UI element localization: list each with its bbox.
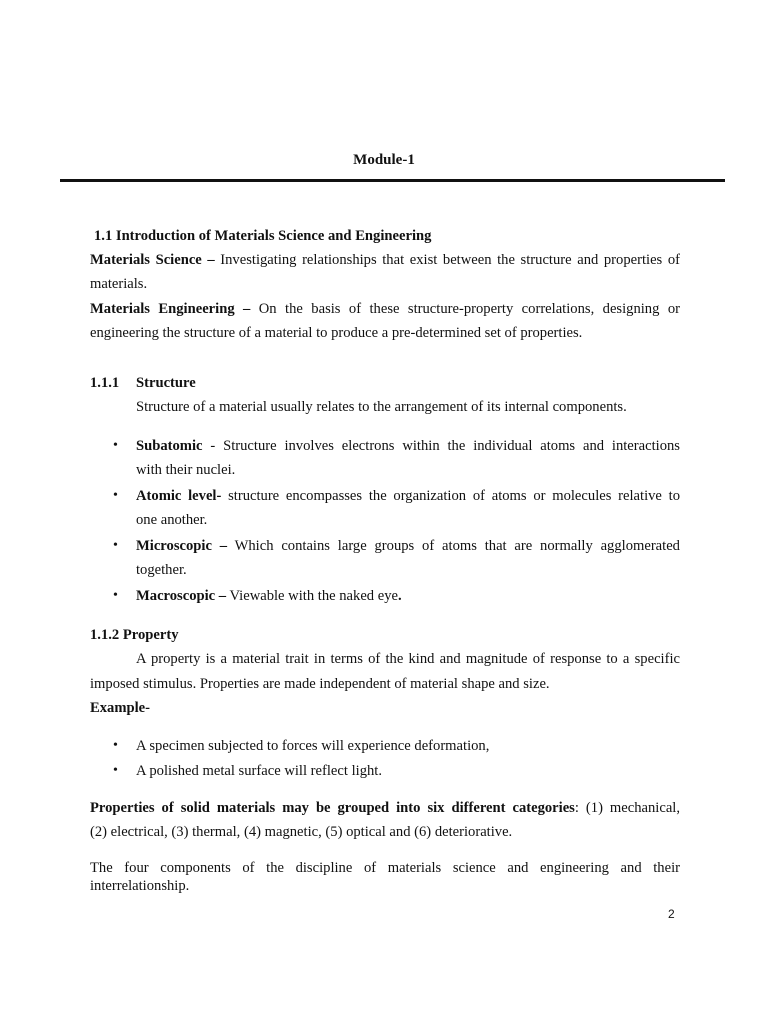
section-heading-1-1-2: 1.1.2 Property bbox=[90, 627, 179, 643]
materials-science-definition bbox=[90, 250, 680, 270]
categories-paragraph bbox=[90, 798, 680, 818]
section-title-structure: Structure bbox=[136, 375, 196, 391]
bullet-end-period: . bbox=[398, 588, 402, 604]
title-divider bbox=[60, 179, 725, 182]
structure-bullet-microscopic-cont: together. bbox=[136, 562, 187, 578]
materials-science-definition-cont: materials. bbox=[90, 276, 148, 292]
example-item: A specimen subjected to forces will experience deformation, bbox=[136, 738, 490, 754]
structure-bullet-atomic bbox=[136, 486, 680, 506]
bullet-text: structure encompasses the organization of atoms or molecules relative to bbox=[221, 488, 680, 504]
structure-bullet-subatomic-cont: with their nuclei. bbox=[136, 462, 236, 478]
bullet-icon: • bbox=[113, 538, 118, 553]
example-label: Example- bbox=[90, 700, 150, 716]
bullet-term: Subatomic bbox=[136, 438, 203, 454]
materials-engineering-term: Materials Engineering – bbox=[90, 301, 251, 317]
materials-engineering-text: On the basis of these structure-property correlations, designing or bbox=[250, 301, 680, 317]
bullet-text: Viewable with the naked eye bbox=[226, 588, 398, 604]
structure-bullet-microscopic bbox=[136, 536, 680, 556]
bullet-term: Atomic level- bbox=[136, 488, 222, 504]
module-title: Module-1 bbox=[353, 152, 415, 168]
materials-science-term: Materials Science – bbox=[90, 252, 215, 268]
example-item: A polished metal surface will reflect light. bbox=[136, 763, 382, 779]
page-number: 2 bbox=[668, 907, 675, 921]
section-heading-1-1: 1.1 Introduction of Materials Science and Engineering bbox=[94, 228, 432, 244]
structure-bullet-subatomic bbox=[136, 436, 680, 456]
categories-paragraph-cont: (2) electrical, (3) thermal, (4) magnetic, (5) optical and (6) deteriorative. bbox=[90, 824, 513, 840]
bullet-text: - Structure involves electrons within the individual atoms and interactions bbox=[202, 438, 680, 454]
bullet-term: Macroscopic – bbox=[136, 588, 227, 604]
bullet-icon: • bbox=[113, 763, 118, 778]
bullet-icon: • bbox=[113, 738, 118, 753]
structure-intro: Structure of a material usually relates to the arrangement of its internal components. bbox=[136, 399, 627, 415]
components-paragraph-cont: interrelationship. bbox=[90, 878, 190, 894]
property-paragraph: A property is a material trait in terms of the kind and magnitude of response to a specific bbox=[136, 651, 680, 667]
structure-bullet-atomic-cont: one another. bbox=[136, 512, 208, 528]
materials-engineering-definition-cont: engineering the structure of a material to produce a pre-determined set of properties. bbox=[90, 325, 583, 341]
section-number-1-1-1: 1.1.1 bbox=[90, 375, 120, 391]
categories-text: : (1) mechanical, bbox=[574, 800, 680, 816]
property-paragraph-cont: imposed stimulus. Properties are made independent of material shape and size. bbox=[90, 676, 550, 692]
bullet-text: Which contains large groups of atoms that are normally agglomerated bbox=[227, 538, 680, 554]
components-paragraph: The four components of the discipline of materials science and engineering and their bbox=[90, 860, 680, 876]
categories-bold-text: Properties of solid materials may be grouped into six different categories bbox=[90, 800, 575, 816]
materials-engineering-definition bbox=[90, 299, 680, 319]
bullet-icon: • bbox=[113, 438, 118, 453]
bullet-icon: • bbox=[113, 588, 118, 603]
bullet-term: Microscopic – bbox=[136, 538, 228, 554]
materials-science-text: Investigating relationships that exist between the structure and properties of bbox=[214, 252, 680, 268]
bullet-icon: • bbox=[113, 488, 118, 503]
structure-bullet-macroscopic bbox=[136, 586, 680, 606]
